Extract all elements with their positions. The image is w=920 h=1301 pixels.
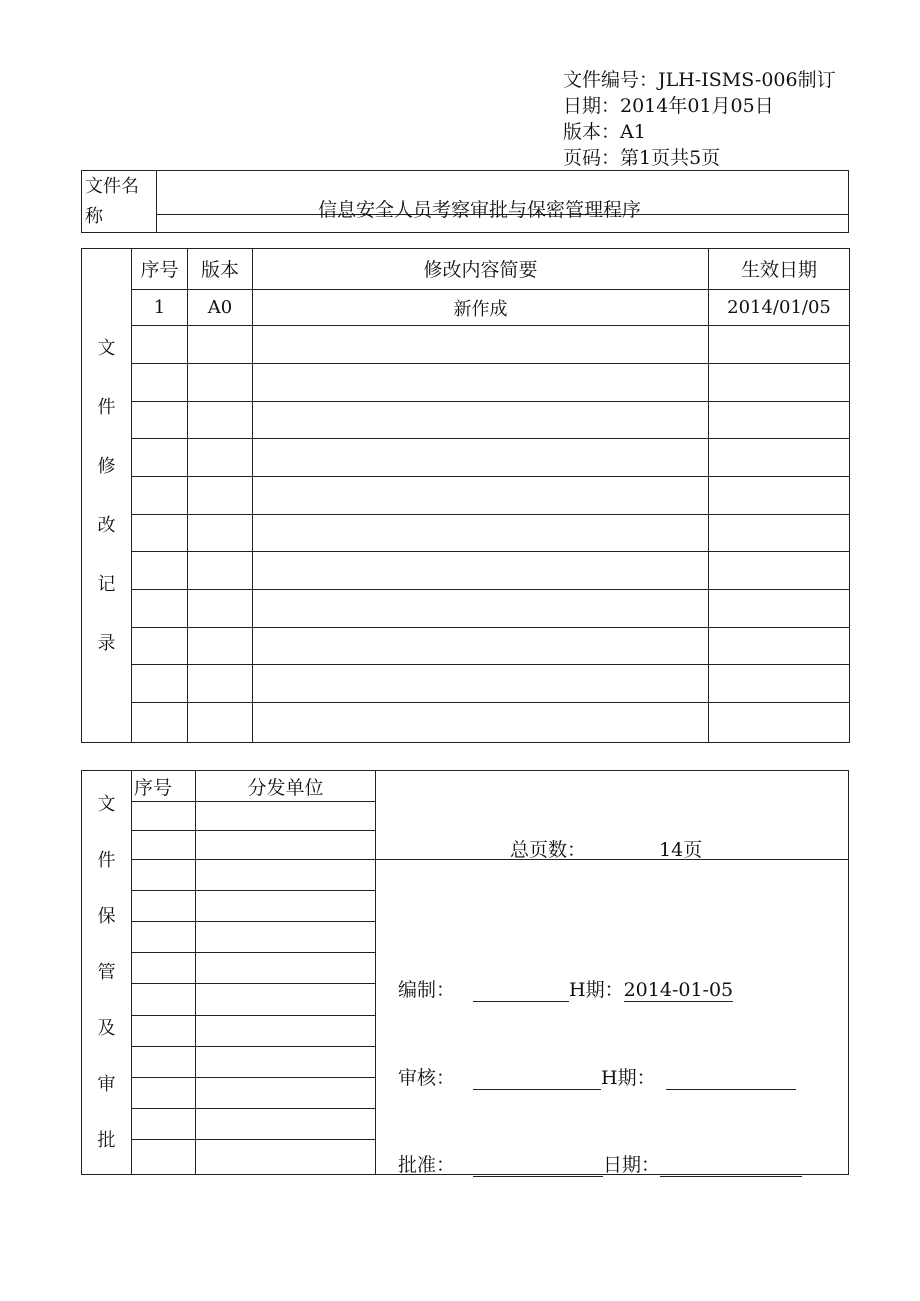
approve-date-field[interactable] <box>660 1156 802 1177</box>
document-title: 信息安全人员考察审批与保密管理程序 <box>318 199 642 221</box>
table-row <box>82 401 850 439</box>
table-row <box>82 364 850 402</box>
review-line <box>398 1063 796 1090</box>
doc-number: 文件编号：JLH-ISMS-006制订 <box>563 69 836 91</box>
review-date-label: H期： <box>601 1067 656 1089</box>
compile-date: 2014-01-05 <box>623 979 734 1001</box>
approve-label: 批准： <box>398 1154 456 1176</box>
distribution-side-label: 文 件 保 管 及 审 批 <box>82 771 132 1175</box>
name-label: 文件名称 <box>82 171 157 233</box>
revision-side-label: 文 件 修 改 记 录 <box>82 249 132 743</box>
approve-date-label: 日期： <box>603 1154 661 1176</box>
table-row <box>82 627 850 665</box>
compile-signature-field[interactable] <box>473 981 569 1002</box>
review-label: 审核： <box>398 1067 456 1089</box>
approve-line <box>398 1150 802 1177</box>
doc-version: 版本：A1 <box>563 121 646 143</box>
header-version: 版本 <box>188 249 253 290</box>
compile-label: 编制： <box>398 979 456 1001</box>
revision-table <box>81 248 850 743</box>
table-row <box>82 552 850 590</box>
table-row <box>82 477 850 515</box>
header-summary: 修改内容简要 <box>253 249 709 290</box>
table-row <box>82 665 850 703</box>
approve-signature-field[interactable] <box>473 1156 603 1177</box>
header-effective-date: 生效日期 <box>709 249 850 290</box>
review-signature-field[interactable] <box>473 1069 601 1090</box>
signature-cell <box>376 860 849 1175</box>
table-row <box>82 590 850 628</box>
table-row <box>82 703 850 743</box>
distribution-table <box>81 770 849 1175</box>
doc-page: 页码：第1页共5页 <box>563 147 721 169</box>
compile-date-label: H期： <box>569 979 624 1001</box>
table-row: 1 A0 新作成 2014/01/05 <box>82 289 850 326</box>
dist-header-unit: 分发单位 <box>196 771 376 802</box>
table-row <box>82 439 850 477</box>
compile-line <box>398 975 733 1002</box>
dist-header-seq: 序号 <box>132 771 196 802</box>
total-pages-cell <box>376 771 849 860</box>
table-row <box>82 326 850 364</box>
header-seq: 序号 <box>132 249 188 290</box>
total-pages-label: 总页数： <box>510 839 587 860</box>
doc-date: 日期：2014年01月05日 <box>563 95 774 117</box>
review-date-field[interactable] <box>666 1069 796 1090</box>
total-pages-value: 14页 <box>659 839 702 860</box>
table-row <box>82 514 850 552</box>
